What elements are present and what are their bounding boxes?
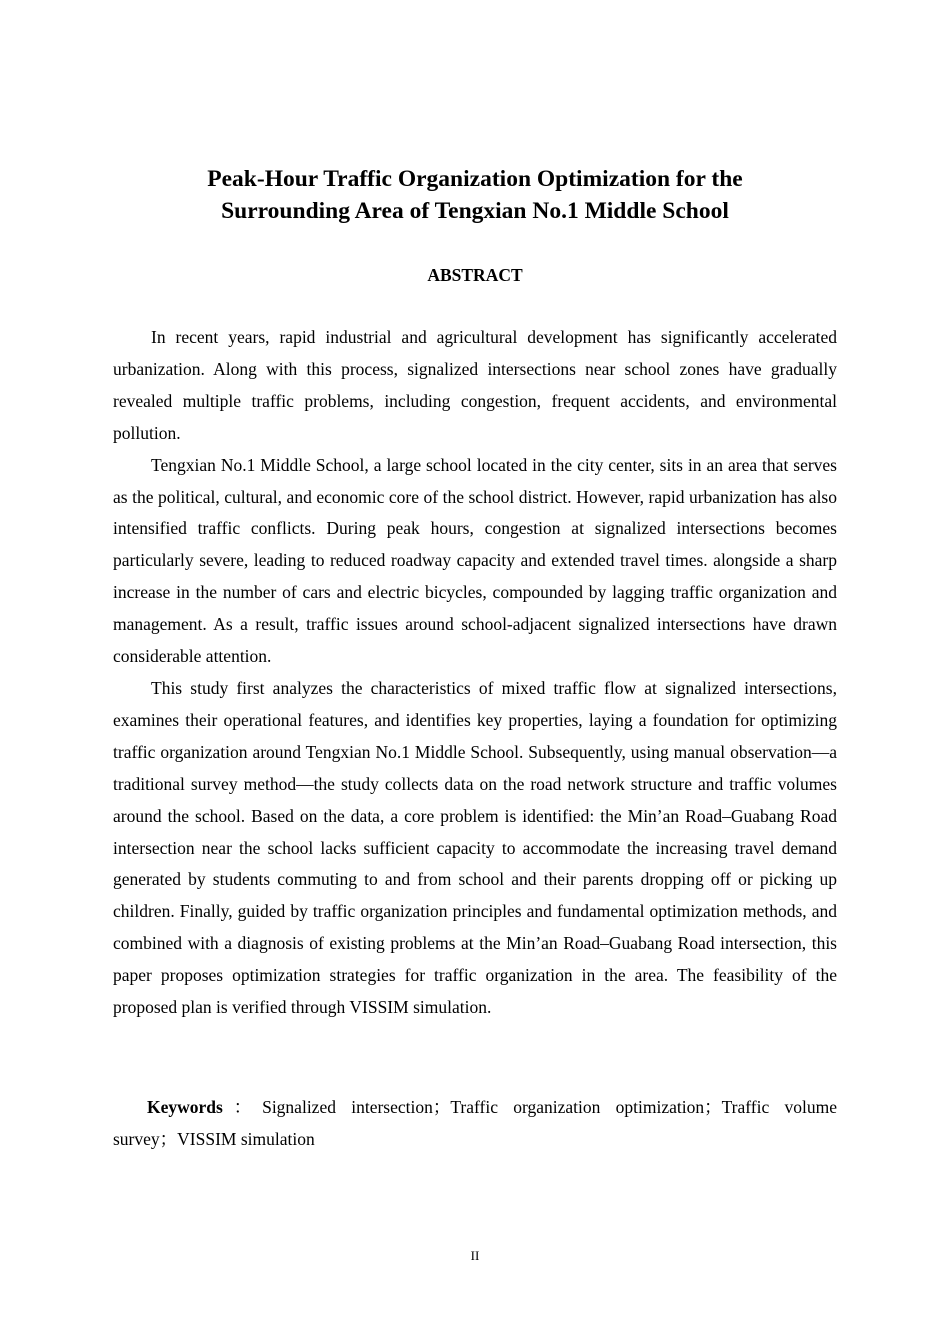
document-title	[113, 163, 837, 227]
abstract-paragraph-2: Tengxian No.1 Middle School, a large school located in the city center, sits in an area that serves as the political, cultural, and economic core of the school district. However, rapid urbanization has also intensified traffic conflicts. During peak hours, congestion at signalized intersections becomes particularly severe, leading to reduced roadway capacity and extended travel times. alongside a sharp increase in the number of cars and electric bicycles, compounded by lagging traffic organization and management. As a result, traffic issues around school-adjacent signalized intersections have drawn considerable attention.	[113, 454, 837, 667]
keywords-section	[113, 1091, 837, 1155]
keywords-list: ：Signalized intersection；Traffic organization optimization；Traffic volume survey；VISSIM simulation	[113, 1097, 837, 1149]
title-line-1: Peak-Hour Traffic Organization Optimization for the	[207, 166, 743, 192]
keywords-label: Keywords	[147, 1097, 223, 1117]
title-line-2: Surrounding Area of Tengxian No.1 Middle School	[221, 198, 729, 224]
page-number: II	[470, 1248, 480, 1263]
abstract-paragraph-3: This study first analyzes the characteristics of mixed traffic flow at signalized intersections, examines their operational features, and identifies key properties, laying a foundation for optimizing traffic organization around Tengxian No.1 Middle School. Subsequently, using manual observation—a traditional survey method—the study collects data on the road network structure and traffic volumes around the school. Based on the data, a core problem is identified: the Min’an Road–Guabang Road intersection near the school lacks sufficient capacity to accommodate the increasing travel demand generated by students commuting to and from school and their parents dropping off or picking up children. Finally, guided by traffic organization principles and fundamental optimization methods, and combined with a diagnosis of existing problems at the Min’an Road–Guabang Road intersection, this paper proposes optimization strategies for traffic organization in the area. The feasibility of the proposed plan is verified through VISSIM simulation.	[113, 677, 837, 1018]
abstract-heading: ABSTRACT	[427, 265, 523, 285]
abstract-paragraph-1: In recent years, rapid industrial and agricultural development has significantly accelerated urbanization. Along with this process, signalized intersections near school zones have gradually revealed multiple traffic problems, including congestion, frequent accidents, and environmental pollution.	[113, 327, 837, 443]
abstract-body	[113, 322, 837, 1024]
